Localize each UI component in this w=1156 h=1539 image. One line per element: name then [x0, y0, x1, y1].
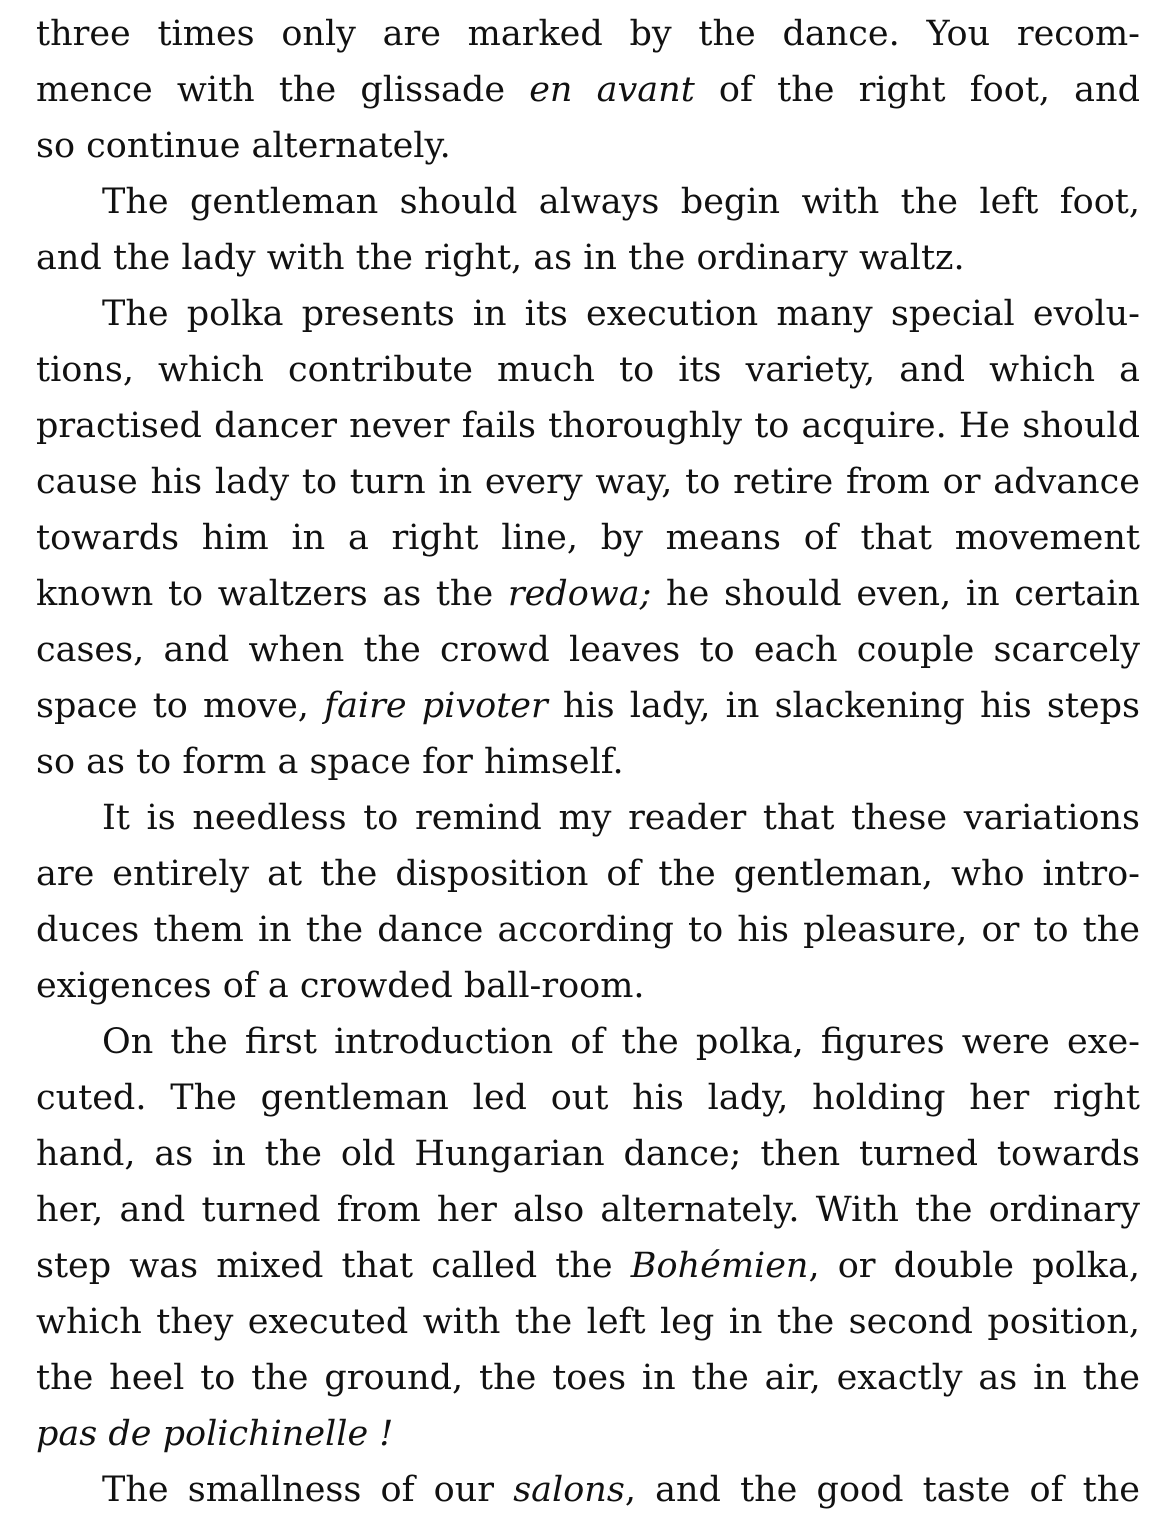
text-run: mence with the glissade — [36, 70, 530, 110]
italic-phrase: salons — [513, 1470, 625, 1510]
text-run: are entirely at the disposition of the gentleman, who intro- — [36, 854, 1140, 894]
text-line — [36, 6, 1140, 62]
text-run: On the first introduction of the polka, figures were exe- — [102, 1022, 1140, 1062]
paragraph — [36, 1462, 1140, 1518]
italic-phrase: pas de polichinelle ! — [36, 1414, 394, 1454]
text-run: The gentleman should always begin with the left foot, — [102, 182, 1140, 222]
text-run: hand, as in the old Hungarian dance; then turned towards — [36, 1134, 1140, 1174]
text-line — [36, 678, 1140, 734]
text-line — [36, 230, 1140, 286]
text-line — [36, 1126, 1140, 1182]
text-line — [36, 118, 1140, 174]
text-run: , or double polka, — [808, 1246, 1140, 1286]
text-line — [36, 1238, 1140, 1294]
italic-phrase: Bohémien — [630, 1246, 809, 1286]
text-run: so continue alternately. — [36, 126, 451, 166]
text-line — [36, 1350, 1140, 1406]
italic-phrase: en avant — [529, 70, 695, 110]
book-page — [36, 6, 1140, 1518]
text-run: of the right foot, and — [694, 70, 1140, 110]
text-line — [36, 958, 1140, 1014]
text-run: tions, which contribute much to its variety, and which a — [36, 350, 1140, 390]
italic-phrase: redowa; — [507, 574, 652, 614]
text-run: known to waltzers as the — [36, 574, 508, 614]
text-run: The polka presents in its execution many special evolu- — [102, 294, 1140, 334]
text-line — [36, 1462, 1140, 1518]
text-run: he should even, in certain — [651, 574, 1140, 614]
text-line — [36, 734, 1140, 790]
text-line — [36, 846, 1140, 902]
text-run: and the lady with the right, as in the ordinary waltz. — [36, 238, 965, 278]
text-line — [36, 622, 1140, 678]
text-run: practised dancer never fails thoroughly to acquire. He should — [36, 406, 1140, 446]
text-run: his lady, in slackening his steps — [547, 686, 1140, 726]
text-run: which they executed with the left leg in the second position, — [36, 1302, 1140, 1342]
paragraph — [36, 174, 1140, 286]
paragraph — [36, 1014, 1140, 1462]
text-run: cuted. The gentleman led out his lady, holding her right — [36, 1078, 1140, 1118]
text-run: exigences of a crowded ball-room. — [36, 966, 645, 1006]
paragraph — [36, 286, 1140, 790]
text-run: towards him in a right line, by means of that movement — [36, 518, 1140, 558]
text-run: three times only are marked by the dance. You recom- — [36, 14, 1140, 54]
paragraph — [36, 790, 1140, 1014]
text-run: the heel to the ground, the toes in the air, exactly as in the — [36, 1358, 1140, 1398]
text-line — [36, 1294, 1140, 1350]
text-line — [36, 1182, 1140, 1238]
text-run: It is needless to remind my reader that these variations — [102, 798, 1140, 838]
text-run: step was mixed that called the — [36, 1246, 631, 1286]
text-line — [36, 902, 1140, 958]
text-line — [36, 286, 1140, 342]
text-line — [36, 62, 1140, 118]
text-run: her, and turned from her also alternately. With the ordinary — [36, 1190, 1140, 1230]
text-run: cause his lady to turn in every way, to retire from or advance — [36, 462, 1140, 502]
text-line — [36, 1014, 1140, 1070]
text-line — [36, 398, 1140, 454]
text-line — [36, 454, 1140, 510]
text-run: , and the good taste of the — [624, 1470, 1140, 1510]
text-run: The smallness of our — [102, 1470, 514, 1510]
text-run: duces them in the dance according to his pleasure, or to the — [36, 910, 1140, 950]
text-run: space to move, — [36, 686, 325, 726]
text-run: so as to form a space for himself. — [36, 742, 624, 782]
text-line — [36, 1070, 1140, 1126]
text-line — [36, 1406, 1140, 1462]
text-line — [36, 174, 1140, 230]
text-line — [36, 510, 1140, 566]
text-run: cases, and when the crowd leaves to each couple scarcely — [36, 630, 1140, 670]
text-line — [36, 342, 1140, 398]
text-line — [36, 790, 1140, 846]
italic-phrase: faire pivoter — [324, 686, 548, 726]
paragraph — [36, 6, 1140, 174]
text-line — [36, 566, 1140, 622]
